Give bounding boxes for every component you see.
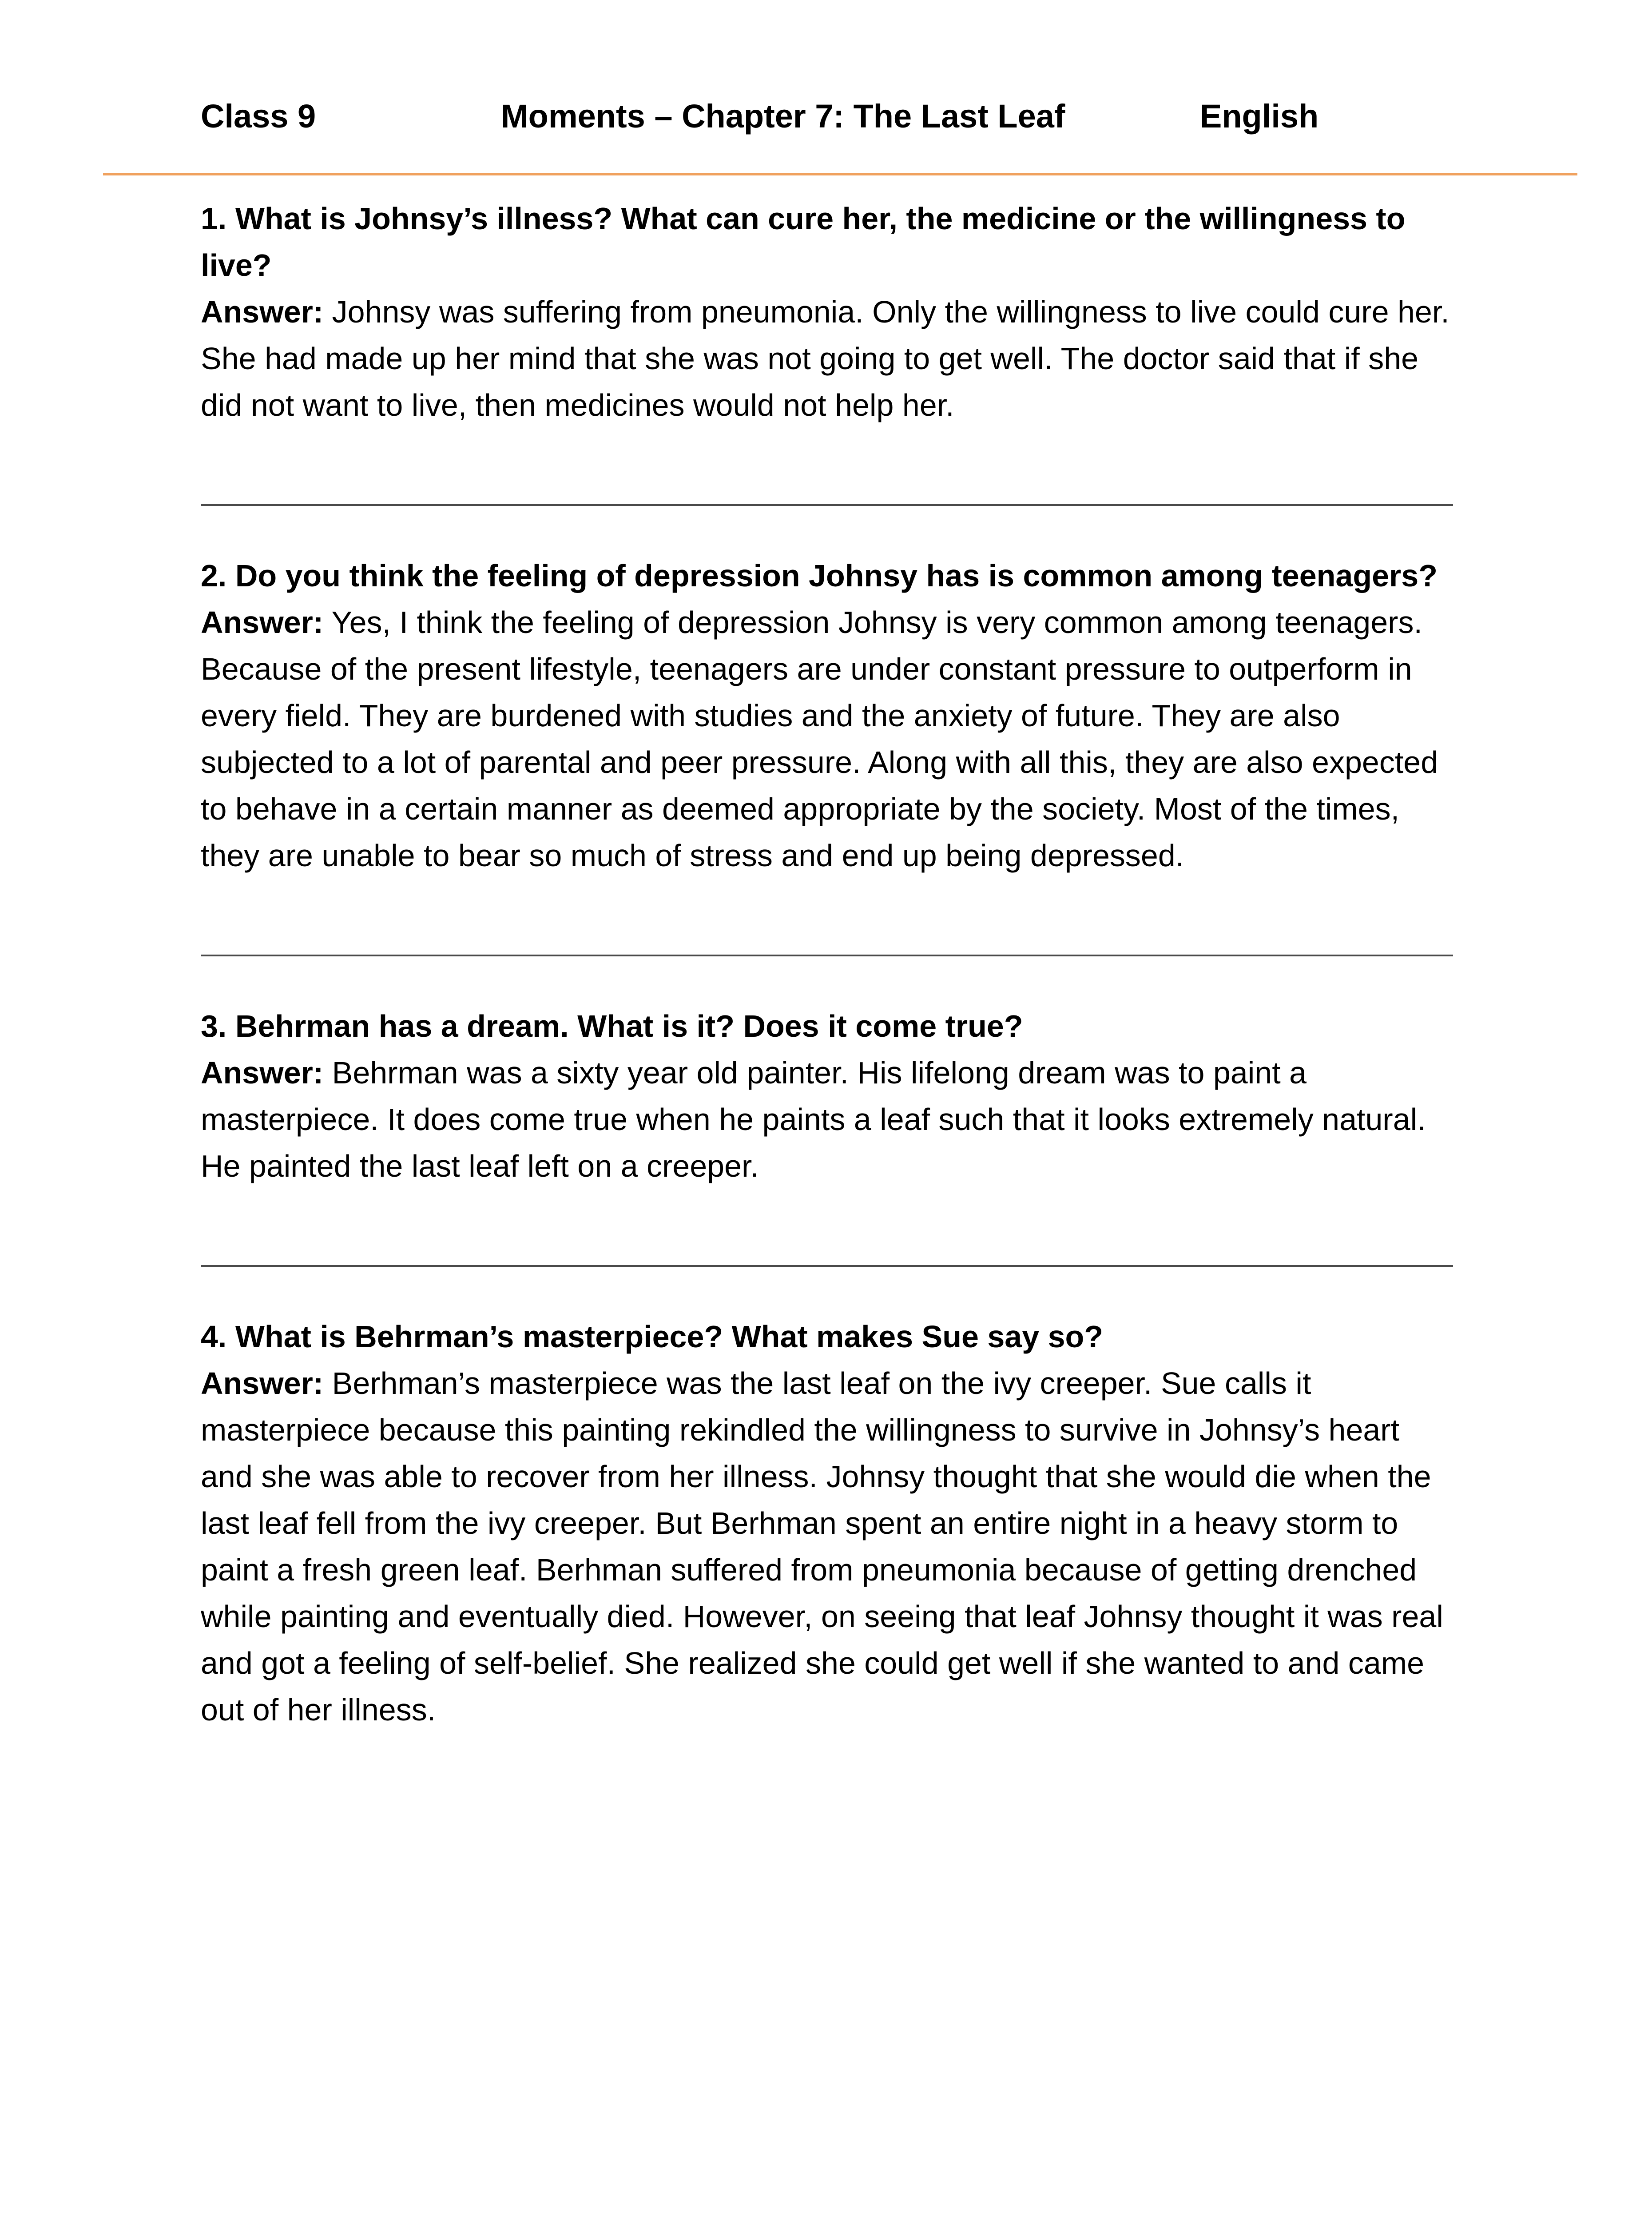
question-text: 4. What is Behrman’s masterpiece? What makes Sue say so? [201,1319,1104,1354]
header-divider [103,173,1577,175]
section-divider [201,955,1453,956]
question-text: 1. What is Johnsy’s illness? What can cure her, the medicine or the willingness to live? [201,201,1406,283]
section-divider [201,1265,1453,1267]
answer-paragraph [201,1360,1453,1733]
answer-label: Answer: [201,1055,324,1090]
answer-label: Answer: [201,605,324,640]
answer-paragraph [201,1050,1453,1190]
answer-paragraph [201,289,1453,429]
question-answer-list [201,195,1453,1733]
answer-text: Berhman’s masterpiece was the last leaf on the ivy creeper. Sue calls it masterpiece because this painting rekindled the willingness to survive in Johnsy’s heart and she was able to recover from her illness. Johnsy thought that she would die when the last leaf fell from the ivy creeper. But Berhman spent an entire night in a heavy storm to paint a fresh green leaf. Berhman suffered from pneumonia because of getting drenched while painting and eventually died. However, on seeing that leaf Johnsy thought it was real and got a feeling of self-belief. She realized she could get well if she wanted to and came out of her illness. [201,1366,1443,1727]
answer-text: Yes, I think the feeling of depression Johnsy is very common among teenagers. Because of the present lifestyle, teenagers are under constant pressure to outperform in every field. They are burdened with studies and the anxiety of future. They are also subjected to a lot of parental and peer pressure. Along with all this, they are also expected to behave in a certain manner as deemed appropriate by the society. Most of the times, they are unable to bear so much of stress and end up being depressed. [201,605,1438,873]
qa-item-4 [201,1313,1453,1733]
answer-text: Johnsy was suffering from pneumonia. Only the willingness to live could cure her. She had made up her mind that she was not going to get well. The doctor said that if she did not want to live, then medicines would not help her. [201,295,1449,422]
header-subject: English [1200,98,1319,135]
page-header [0,0,1652,178]
header-class: Class 9 [201,98,316,135]
qa-item-3 [201,1003,1453,1190]
qa-item-1 [201,195,1453,429]
answer-paragraph [201,599,1453,879]
answer-text: Behrman was a sixty year old painter. His lifelong dream was to paint a masterpiece. It does come true when he paints a leaf such that it looks extremely natural. He painted the last leaf left on a creeper. [201,1055,1426,1183]
section-divider [201,504,1453,506]
header-chapter-title: Moments – Chapter 7: The Last Leaf [501,98,1065,135]
answer-label: Answer: [201,1366,324,1401]
answer-label: Answer: [201,295,324,329]
question-text: 2. Do you think the feeling of depression Johnsy has is common among teenagers? [201,558,1438,593]
question-text: 3. Behrman has a dream. What is it? Does it come true? [201,1009,1023,1043]
qa-item-2 [201,553,1453,879]
